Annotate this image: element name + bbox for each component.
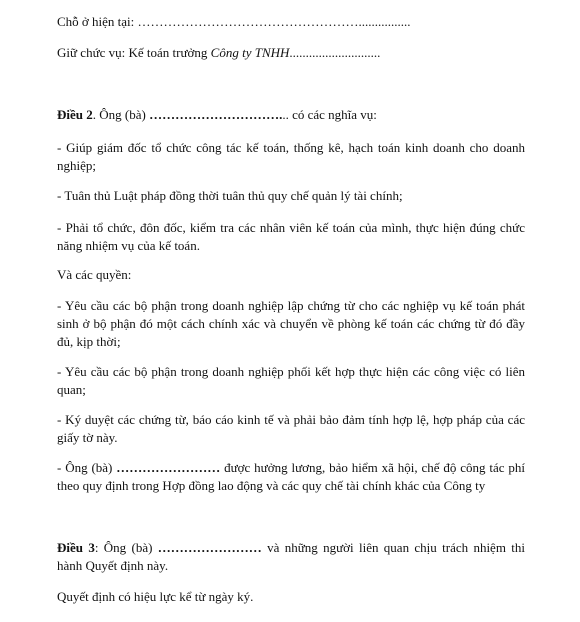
- position-dots: ............................: [289, 45, 381, 60]
- duty-item-2: - Tuân thủ Luật pháp đồng thời tuân thủ quy chế quản lý tài chính;: [57, 188, 403, 203]
- duty-item-1: - Giúp giám đốc tổ chức công tác kế toán, thống kê, hạch toán kinh doanh cho doanh nghiệp;: [57, 140, 525, 173]
- position-company: Công ty TNHH: [210, 45, 290, 60]
- article3-text-a: : Ông (bà): [94, 540, 158, 555]
- residence-text: Chỗ ở hiện tại: ……………………………………………................: [57, 14, 411, 29]
- right-item-3: - Ký duyệt các chứng từ, báo cáo kinh tế và phải bảo đảm tính hợp lệ, hợp pháp của các giấy tờ này.: [57, 412, 525, 445]
- salary-clause: [57, 459, 525, 495]
- article2-intro-a: . Ông (bà): [92, 107, 150, 122]
- article3-text-b: và những người liên quan chịu trách nhiệm thi hành Quyết định này.: [57, 540, 525, 573]
- closing-line: Quyết định có hiệu lực kể từ ngày ký.: [57, 589, 254, 604]
- duty-item-3: - Phải tổ chức, đôn đốc, kiểm tra các nhân viên kế toán của mình, thực hiện đúng chức năng nhiệm vụ của kế toán.: [57, 220, 525, 253]
- article2-dots: ………………………….: [149, 107, 283, 122]
- position-prefix: Giữ chức vụ: Kế toán trưởng: [57, 45, 211, 60]
- residence-line: [57, 13, 525, 31]
- article2-label: Điều 2: [57, 107, 93, 122]
- right-item-2: - Yêu cầu các bộ phận trong doanh nghiệp phối kết hợp thực hiện các công việc có liên quan;: [57, 364, 525, 397]
- position-line: [57, 44, 525, 62]
- rights-intro: Và các quyền:: [57, 267, 132, 282]
- right-item-1: - Yêu cầu các bộ phận trong doanh nghiệp lập chứng từ cho các nghiệp vụ kế toán phát sinh ở bộ phận đó một cách chính xác và chuyển về phòng kế toán các chứng từ đó đầy đủ, kịp thời;: [57, 298, 525, 349]
- salary-a: - Ông (bà): [57, 460, 117, 475]
- salary-dots: ……………………: [116, 460, 221, 475]
- article2-intro-b: .. có các nghĩa vụ:: [282, 107, 377, 122]
- salary-b: được hưởng lương, bảo hiểm xã hội, chế độ công tác phí theo quy định trong Hợp đồng lao động và các quy chế tài chính khác của Công ty: [57, 460, 525, 493]
- article3-dots: ……………………: [157, 540, 262, 555]
- article2-heading: [57, 106, 525, 124]
- article3-paragraph: [57, 539, 525, 575]
- article3-label: Điều 3: [57, 540, 95, 555]
